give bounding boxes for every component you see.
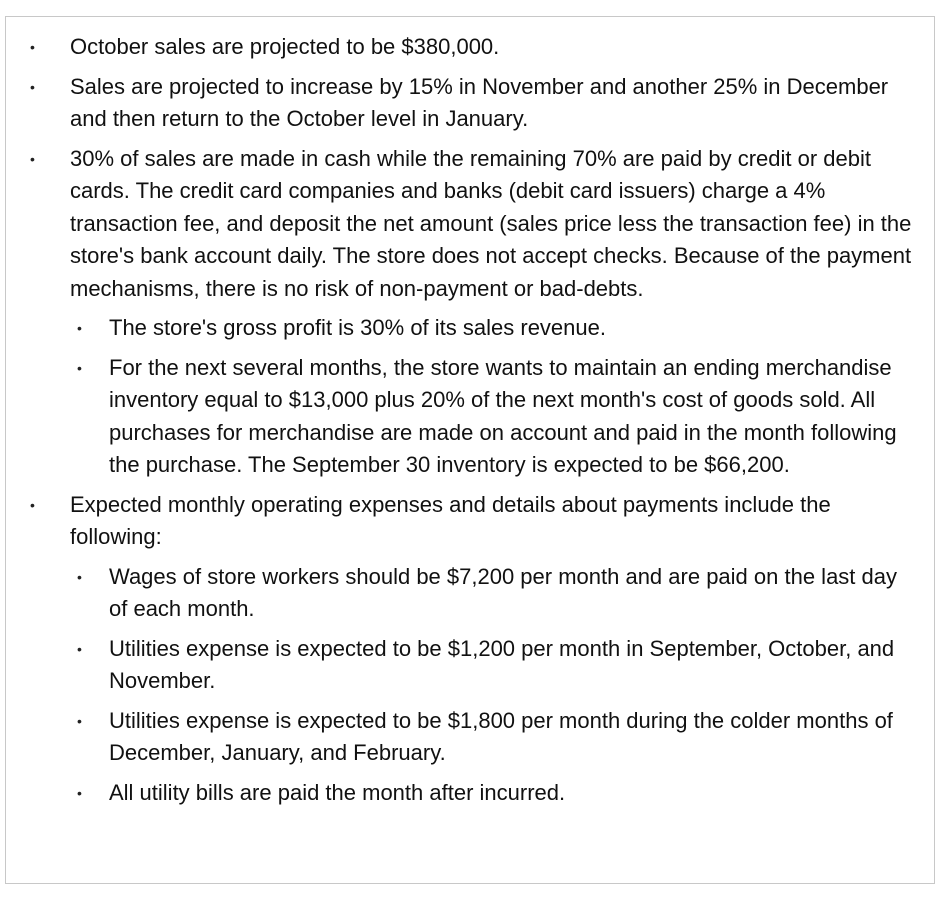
list-item-text: Sales are projected to increase by 15% in November and another 25% in December and then return to the October level in January.: [70, 73, 889, 131]
list-item: [6, 489, 934, 554]
bullet-list: [6, 31, 934, 816]
list-item-text: 30% of sales are made in cash while the remaining 70% are paid by credit or debit cards. The credit card companies and banks (debit card issuers) charge a 4% transaction fee, and deposit the net amount (sales price less the transaction fee) in the store's bank account daily. The store does not accept checks. Because of the payment mechanisms, there is no risk of non-payment or bad-debts.: [70, 145, 912, 301]
bullet-icon: •: [77, 359, 82, 376]
sub-list-item: [6, 312, 934, 345]
list-item-text: October sales are projected to be $380,000.: [70, 34, 500, 59]
bullet-icon: •: [77, 712, 82, 729]
bullet-icon: •: [30, 496, 35, 513]
bullet-icon: •: [77, 568, 82, 585]
sub-list-item: [6, 705, 934, 770]
content-panel: [5, 16, 935, 884]
list-item: [6, 31, 934, 64]
list-item-text: Utilities expense is expected to be $1,200 per month in September, October, and November.: [109, 635, 895, 693]
list-item-text: All utility bills are paid the month after incurred.: [109, 779, 566, 805]
list-item: [6, 143, 934, 306]
list-item-text: For the next several months, the store wants to maintain an ending merchandise inventory equal to $13,000 plus 20% of the next month's cost of goods sold. All purchases for merchandise are made on account and paid in the month following the purchase. The September 30 inventory is expected to be $66,200.: [109, 354, 897, 477]
bullet-icon: •: [77, 320, 82, 336]
list-item-text: Wages of store workers should be $7,200 per month and are paid on the last day of each month.: [109, 563, 897, 621]
sub-list-item: [6, 633, 934, 698]
list-item: [6, 71, 934, 136]
bullet-icon: •: [30, 150, 35, 167]
list-item-text: The store's gross profit is 30% of its sales revenue.: [109, 315, 606, 340]
sub-list-item: [6, 561, 934, 626]
sub-list-item: [6, 777, 934, 810]
bullet-icon: •: [30, 78, 35, 95]
bullet-icon: •: [77, 784, 82, 801]
sub-list-item: [6, 352, 934, 482]
list-item-text: Utilities expense is expected to be $1,800 per month during the colder months of December, January, and February.: [109, 707, 893, 765]
list-item-text: Expected monthly operating expenses and details about payments include the following:: [70, 491, 831, 549]
bullet-icon: •: [30, 39, 35, 55]
bullet-icon: •: [77, 640, 82, 657]
